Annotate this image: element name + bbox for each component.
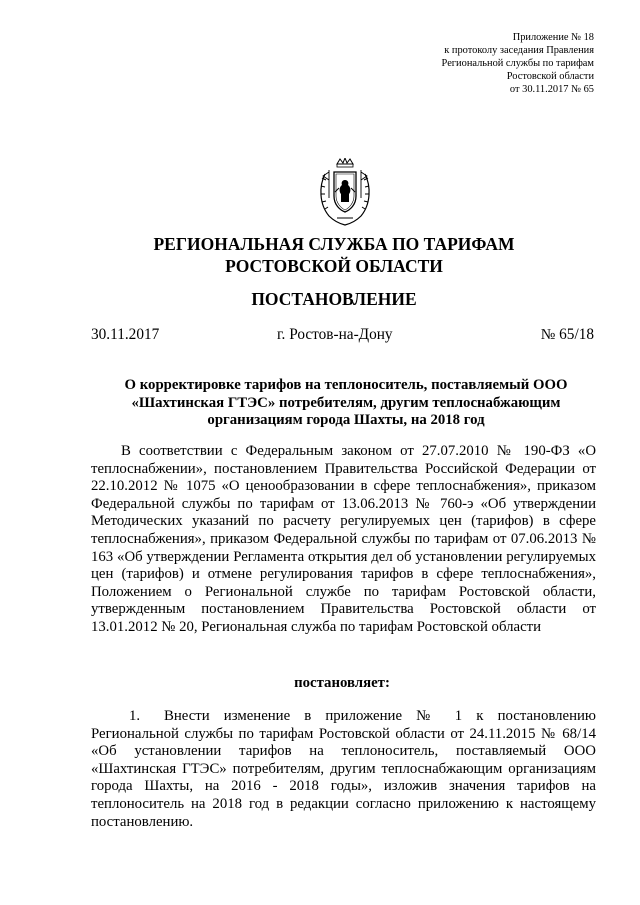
appendix-line: от 30.11.2017 № 65 [509, 84, 594, 95]
document-city: г. Ростов-на-Дону [277, 326, 393, 343]
document-meta-row [91, 326, 594, 346]
appendix-line: Региональной службы по тарифам [441, 58, 594, 69]
subject-line-3: организациям города Шахты, на 2018 год [207, 412, 485, 428]
document-type-heading: ПОСТАНОВЛЕНИЕ [251, 289, 417, 309]
document-number: № 65/18 [540, 326, 594, 343]
appendix-line: Приложение № 18 [512, 32, 594, 43]
resolve-heading: постановляет: [294, 675, 390, 691]
organization-title-line-1: РЕГИОНАЛЬНАЯ СЛУЖБА ПО ТАРИФАМ [153, 234, 515, 254]
organization-title-line-2: РОСТОВСКОЙ ОБЛАСТИ [225, 256, 443, 276]
appendix-reference [442, 31, 594, 96]
decree-item [91, 708, 596, 831]
preamble-paragraph: В соответствии с Федеральным законом от 27.07.2010 № 190-ФЗ «О теплоснабжении», постановлением Правительства Российской Федерации от 22.10.2012 № 1075 «О ценообразовании в сфере теплоснабжения», приказом Федеральной службы по тарифам от 13.06.2013 № 760-э «Об утверждении Методических указаний по расчету регулируемых цен (тарифов) в сфере теплоснабжения», приказом Федеральной службы по тарифам от 07.06.2013 № 163 «Об утверждении Регламента открытия дел об установлении регулируемых цен (тарифов) и отмене регулирования тарифов в сфере теплоснабжения», Положением о Региональной службе по тарифам Ростовской области, утвержденным постановлением Правительства Ростовской области от 13.01.2012 № 20, Региональная служба по тарифам Ростовской области [91, 443, 596, 635]
subject-line-1: О корректировке тарифов на теплоноситель, поставляемый ООО [124, 377, 568, 393]
organization-title [0, 233, 640, 277]
document-date: 30.11.2017 [91, 326, 160, 343]
decree-item-text: Внести изменение в приложение № 1 к постановлению Региональной службы по тарифам Ростовской области от 24.11.2015 № 68/14 «Об установлении тарифов на теплоноситель, поставляемый ООО «Шахтинская ГТЭС» потребителям, другим теплоснабжающим организациям города Шахты, на 2016 - 2018 годы», изложив значения тарифов на теплоноситель на 2018 год в редакции согласно приложению к настоящему постановлению. [91, 708, 596, 830]
document-subject [112, 377, 580, 430]
appendix-line: к протоколу заседания Правления [444, 45, 594, 56]
subject-line-2: «Шахтинская ГТЭС» потребителям, другим теплоснабжающим [131, 394, 561, 411]
rostov-oblast-coat-of-arms-icon [315, 158, 375, 228]
appendix-line: Ростовской области [506, 71, 594, 82]
decree-item-number: 1. [129, 708, 141, 724]
